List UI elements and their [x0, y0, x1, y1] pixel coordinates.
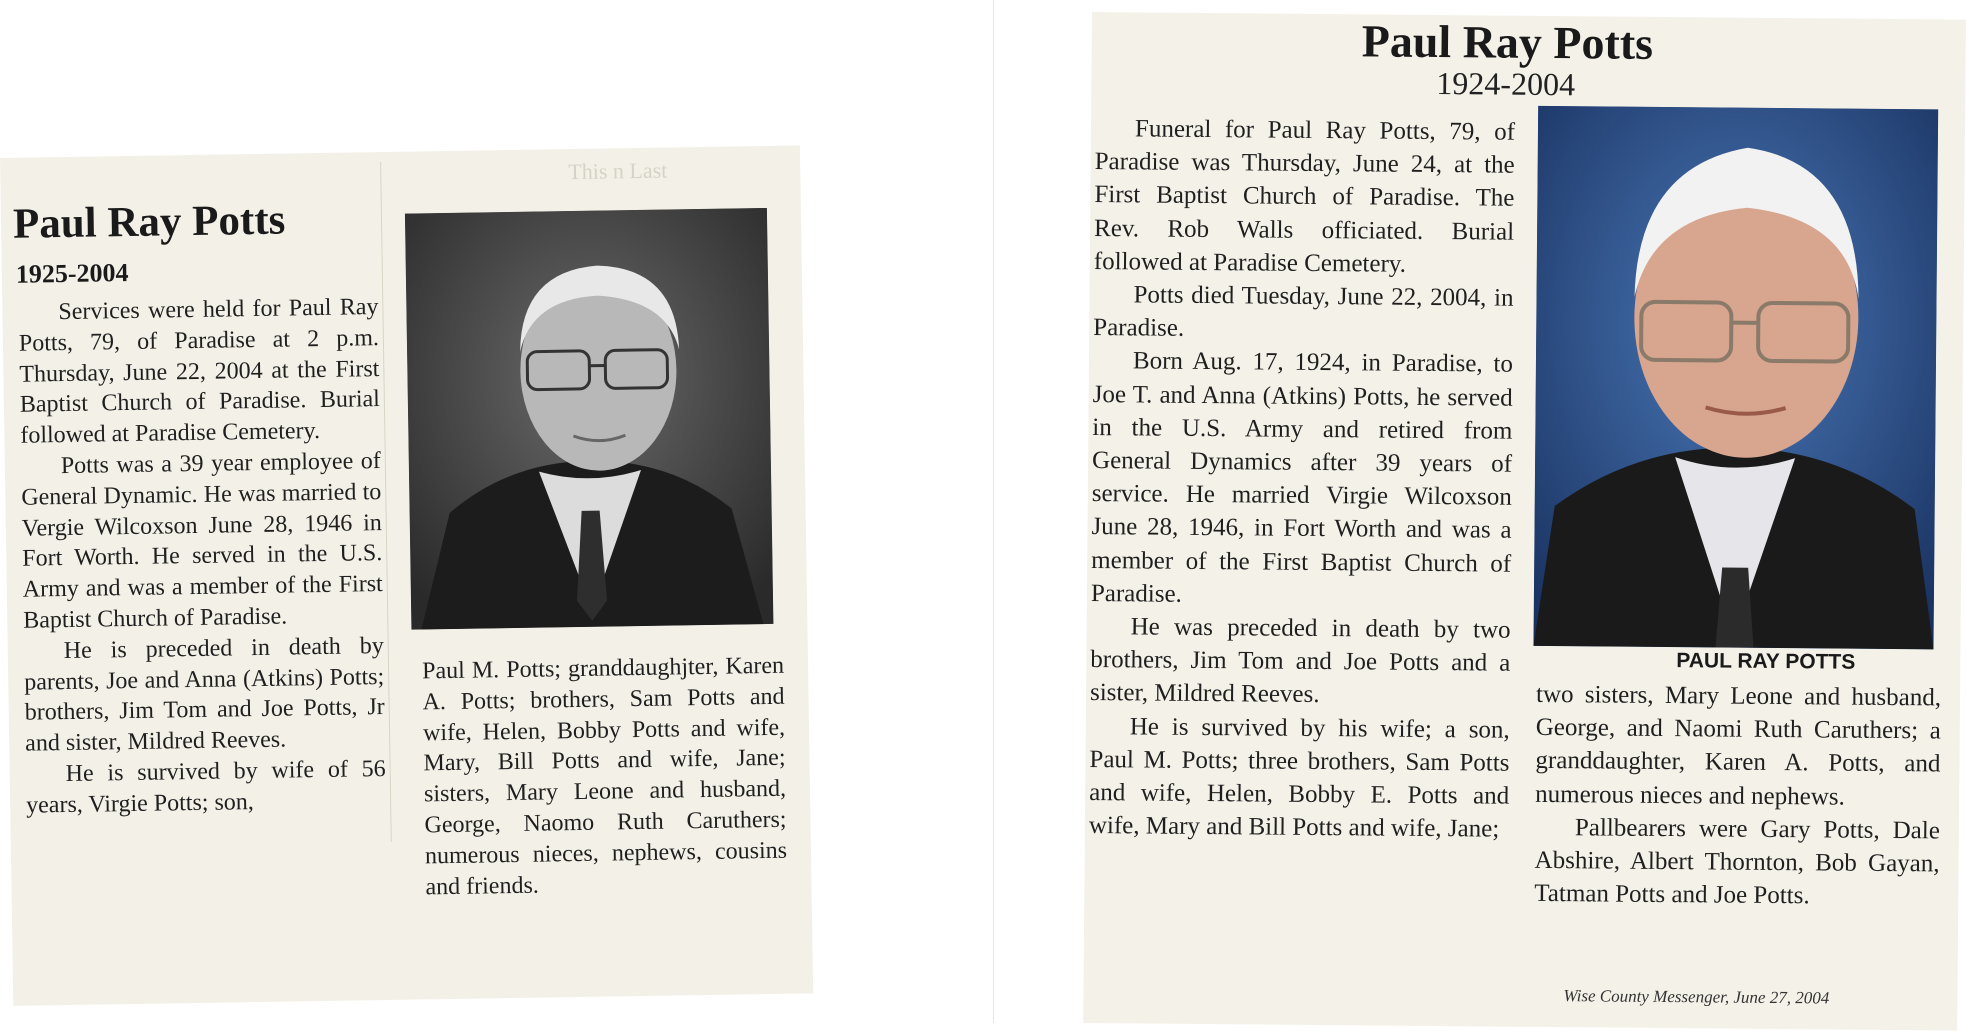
obituary-paragraph: He is survived by wife of 56 years, Virgie Potts; son, — [25, 755, 386, 819]
obituary-paragraph: He was preceded in death by two brothers, Jim Tom and Joe Potts and a sister, Mildred Reeves. — [1089, 613, 1511, 709]
left-obituary-clipping — [0, 145, 813, 1005]
obituary-paragraph: Potts died Tuesday, June 22, 2004, in Paradise. — [1093, 281, 1514, 343]
obituary-column-2 — [422, 651, 788, 903]
obituary-paragraph: He is survived by his wife; a son, Paul M. Potts; three brothers, Sam Potts and wife, Helen, Bobby E. Potts and wife, Mary and Bill Potts and wife, Jane; — [1088, 713, 1510, 843]
bleed-through-text: This n Last — [568, 157, 668, 185]
source-credit: Wise County Messenger, June 27, 2004 — [1563, 986, 1830, 1008]
portrait-bw-image — [405, 208, 773, 630]
obituary-paragraph: He is preceded in death by parents, Joe and Anna (Atkins) Potts; brothers, Jim Tom and Joe Potts, Jr and sister, Mildred Reeves. — [24, 632, 385, 757]
portrait-photo — [1533, 106, 1938, 649]
obituary-years: 1924-2004 — [1436, 65, 1576, 103]
portrait-photo — [405, 208, 773, 630]
obituary-name: Paul Ray Potts — [1361, 15, 1654, 69]
obituary-paragraph: two sisters, Mary Leone and husband, George, and Naomi Ruth Caruthers; a granddaughter, Karen A. Potts, and numerous nieces and nephews. — [1535, 680, 1942, 811]
scan-divider — [993, 0, 994, 1023]
obituary-name: Paul Ray Potts — [12, 196, 286, 248]
obituary-paragraph: Pallbearers were Gary Potts, Dale Abshire, Albert Thornton, Bob Gayan, Tatman Potts and Joe Potts. — [1534, 814, 1941, 910]
obituary-column-2 — [1534, 678, 1941, 914]
photo-caption: PAUL RAY POTTS — [1676, 649, 1856, 674]
obituary-column-1 — [18, 292, 386, 821]
obituary-paragraph: Potts was a 39 year employee of General Dynamic. He was married to Vergie Wilcoxson June 28, 1946 in Fort Worth. He served in the U.S. Army and was a member of the First Baptist Church of Paradise. — [21, 448, 383, 634]
obituary-paragraph: Funeral for Paul Ray Potts, 79, of Paradise was Thursday, June 24, at the First Baptist Church of Paradise. The Rev. Rob Walls officiated. Burial followed at Paradise Cemetery. — [1093, 115, 1516, 278]
portrait-color-image — [1533, 106, 1938, 649]
obituary-column-1 — [1089, 112, 1515, 846]
obituary-paragraph: Paul M. Potts; granddaughjter, Karen A. Potts; brothers, Sam Potts and wife, Helen, Bobby Potts and wife, Mary, Bill Potts and wife, Jane; sisters, Mary Leone and husband, George, Naomo Ruth Caruthers; numerous nieces, nephews, cousins and friends. — [421, 652, 788, 900]
obituary-paragraph: Born Aug. 17, 1924, in Paradise, to Joe T. and Anna (Atkins) Potts, he served in the U.S. Army and retired from General Dynamics after 39 years of service. He married Virgie Wilcoxson June 28, 1946, in Fort Worth and was a member of the First Baptist Church of Paradise. — [1090, 347, 1514, 608]
obituary-paragraph: Services were held for Paul Ray Potts, 79, of Paradise at 2 p.m. Thursday, June 22, 2004 at the First Baptist Church of Paradise. Burial followed at Paradise Cemetery. — [18, 294, 381, 449]
obituary-years: 1925-2004 — [15, 257, 129, 289]
right-obituary-clipping — [1083, 12, 1966, 1031]
